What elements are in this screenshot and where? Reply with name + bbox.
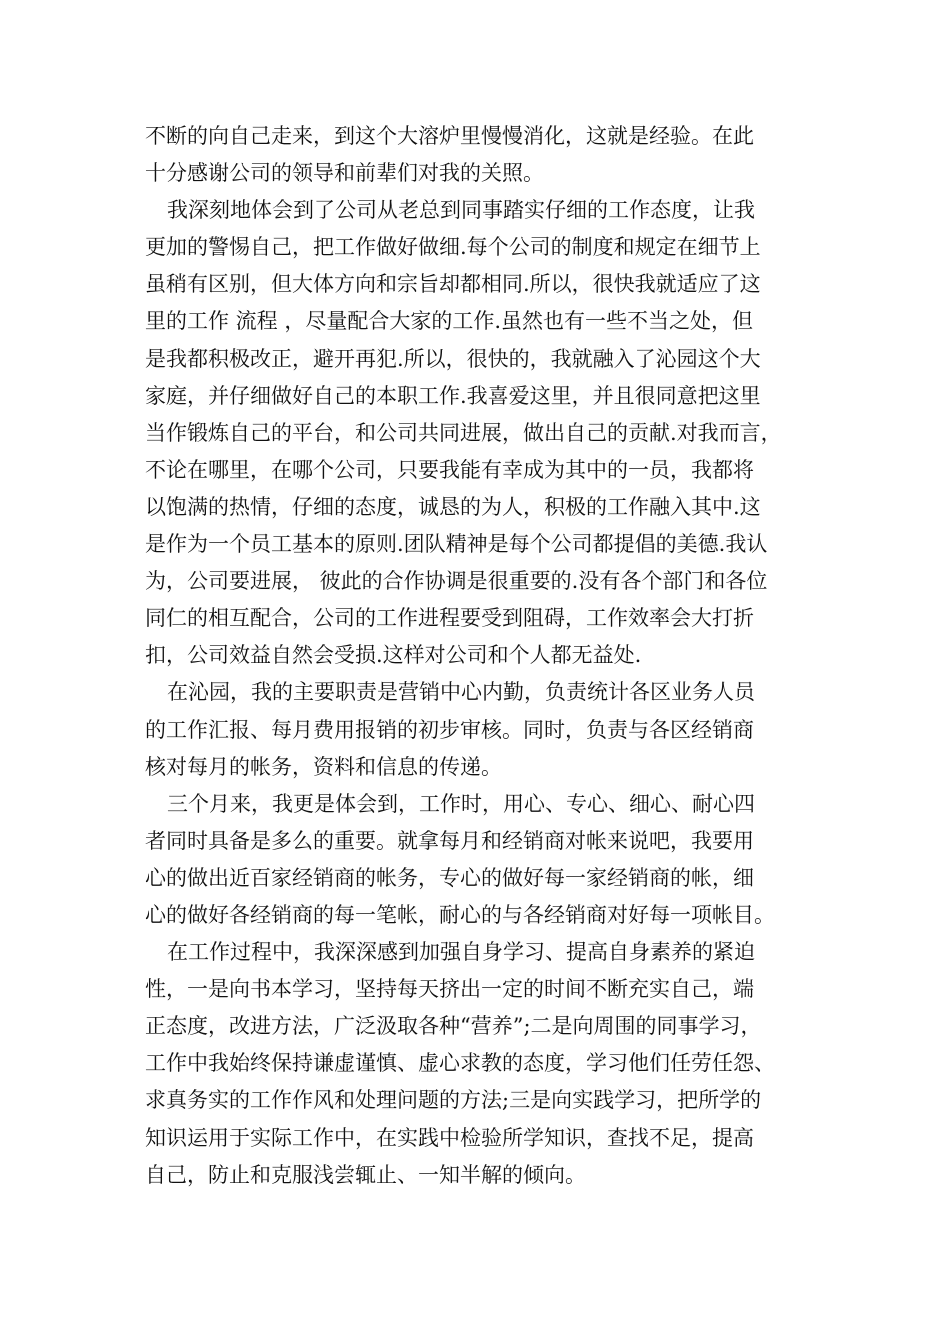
- text-line: 核对每月的帐务，资料和信息的传递。: [145, 754, 502, 779]
- text-line: 是我都积极改正，避开再犯.所以，很快的，我就融入了沁园这个大: [145, 346, 761, 371]
- text-line: 的工作汇报、每月费用报销的初步审核。同时，负责与各区经销商: [145, 717, 754, 742]
- text-line: 以饱满的热情，仔细的态度，诚恳的为人，积极的工作融入其中.这: [145, 494, 761, 519]
- text-line: 同仁的相互配合，公司的工作进程要受到阻碍，工作效率会大打折: [145, 606, 754, 631]
- paragraph-first-line: 我深刻地体会到了公司从老总到同事踏实仔细的工作态度，让我: [167, 198, 755, 223]
- text-line: 求真务实的工作作风和处理问题的方法;三是向实践学习，把所学的: [145, 1088, 762, 1113]
- text-line: 里的工作 流程 ，尽量配合大家的工作.虽然也有一些不当之处，但: [145, 309, 754, 334]
- text-line: 扣，公司效益自然会受损.这样对公司和个人都无益处.: [145, 643, 642, 668]
- text-line: 自己，防止和克服浅尝辄止、一知半解的倾向。: [145, 1162, 586, 1187]
- text-line: 心的做出近百家经销商的帐务，专心的做好每一家经销商的帐，细: [145, 865, 754, 890]
- text-line: 虽稍有区别，但大体方向和宗旨却都相同.所以，很快我就适应了这: [145, 272, 761, 297]
- text-line: 知识运用于实际工作中，在实践中检验所学知识，查找不足，提高: [145, 1125, 754, 1150]
- text-line: 当作锻炼自己的平台，和公司共同进展，做出自己的贡献.对我而言，: [145, 420, 782, 445]
- text-line: 为，公司要进展， 彼此的合作协调是很重要的.没有各个部门和各位: [145, 569, 768, 594]
- text-line: 心的做好各经销商的每一笔帐，耐心的与各经销商对好每一项帐目。: [145, 902, 775, 927]
- paragraph-first-line: 三个月来，我更是体会到，工作时，用心、专心、细心、耐心四: [167, 791, 755, 816]
- text-line: 者同时具备是多么的重要。就拿每月和经销商对帐来说吧，我要用: [145, 828, 754, 853]
- text-line: 不论在哪里，在哪个公司，只要我能有幸成为其中的一员，我都将: [145, 457, 754, 482]
- text-line: 不断的向自己走来，到这个大溶炉里慢慢消化，这就是经验。在此: [145, 124, 754, 148]
- text-line: 性，一是向书本学习，坚持每天挤出一定的时间不断充实自己，端: [145, 977, 754, 1002]
- paragraph-first-line: 在沁园，我的主要职责是营销中心内勤，负责统计各区业务人员: [167, 680, 755, 705]
- document-body: [145, 118, 835, 1194]
- paragraph-first-line: 在工作过程中，我深深感到加强自身学习、提高自身素养的紧迫: [167, 940, 755, 965]
- text-line: 是作为一个员工基本的原则.团队精神是每个公司都提倡的美德.我认: [145, 532, 768, 557]
- text-line: 十分感谢公司的领导和前辈们对我的关照。: [145, 161, 544, 186]
- text-line: 更加的警惕自己，把工作做好做细.每个公司的制度和规定在细节上: [145, 235, 761, 260]
- text-line: 家庭，并仔细做好自己的本职工作.我喜爱这里，并且很同意把这里: [145, 383, 761, 408]
- text-line: 工作中我始终保持谦虚谨慎、虚心求教的态度，学习他们任劳任怨、: [145, 1051, 775, 1076]
- text-line: 正态度，改进方法，广泛汲取各种“营养”;二是向周围的同事学习，: [145, 1014, 762, 1039]
